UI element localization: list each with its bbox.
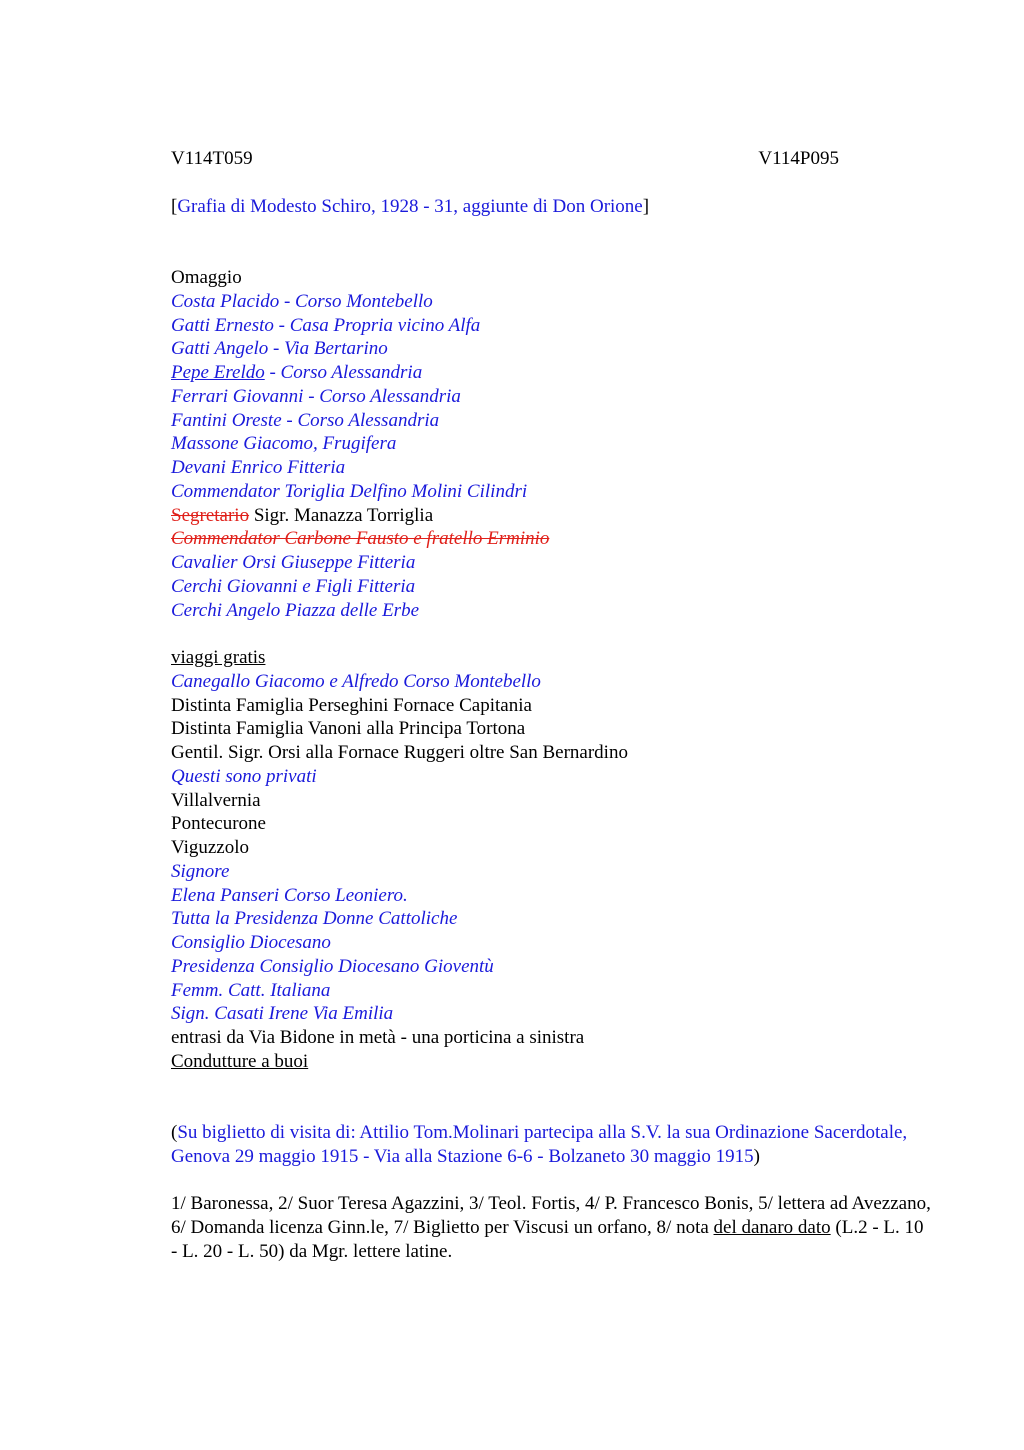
list-item: Villalvernia: [171, 789, 261, 811]
struck-list-item: Commendator Carbone Fausto e fratello Erminio: [171, 528, 550, 550]
document-codes: [171, 147, 839, 171]
list-item: Gatti Ernesto - Casa Propria vicino Alfa: [171, 314, 481, 336]
list-note-after: (L.2 - L. 10 - L. 20 - L. 50) da Mgr. lettere latine.: [171, 1217, 924, 1262]
list-item: Pontecurone: [171, 813, 266, 835]
list-item: [171, 361, 549, 385]
list-note-underlined: del danaro dato: [713, 1217, 831, 1238]
code-left: V114T059: [171, 148, 253, 169]
struck-word: Segretario: [171, 504, 250, 526]
biglietto-note: [171, 1121, 931, 1169]
list-item: Cerchi Giovanni e Figli Fitteria: [171, 575, 416, 597]
list-item: Femm. Catt. Italiana: [171, 979, 331, 1001]
list-item: [171, 504, 549, 528]
list-note-before: 1/ Baronessa, 2/ Suor Teresa Agazzini, 3/ Teol. Fortis, 4/ P. Francesco Bonis, 5/ lettera ad Avezzano, 6/ Domanda licenza Ginn.le, 7/ Biglietto per Viscusi un orfano, 8/ nota: [171, 1193, 931, 1238]
omaggio-section: [171, 266, 549, 622]
list-item: Fantini Oreste - Corso Alessandria: [171, 409, 440, 431]
list-item-rest: Sigr. Manazza Torriglia: [249, 504, 434, 526]
header-text: Grafia di Modesto Schiro, 1928 - 31, aggiunte di Don Orione: [177, 196, 643, 217]
list-item: Cavalier Orsi Giuseppe Fitteria: [171, 552, 416, 573]
viaggi-section: [171, 646, 628, 1074]
list-item: Ferrari Giovanni - Corso Alessandria: [171, 385, 461, 407]
list-item: Gatti Angelo - Via Bertarino: [171, 338, 388, 360]
numbered-list-note: [171, 1192, 931, 1264]
list-item: Commendator Toriglia Delfino Molini Cilindri: [171, 480, 528, 502]
list-item: Tutta la Presidenza Donne Cattoliche: [171, 908, 458, 930]
list-item: Distinta Famiglia Perseghini Fornace Capitania: [171, 694, 532, 716]
code-right: V114P095: [758, 148, 839, 169]
list-item: Massone Giacomo, Frugifera: [171, 433, 397, 455]
header-note: [171, 195, 649, 219]
omaggio-title: Omaggio: [171, 267, 242, 288]
biglietto-paren-open: (: [171, 1122, 178, 1143]
list-item: Consiglio Diocesano: [171, 932, 331, 953]
list-item: Elena Panseri Corso Leoniero.: [171, 884, 408, 906]
list-item: Cerchi Angelo Piazza delle Erbe: [171, 599, 420, 621]
header-bracket-close: ]: [642, 196, 650, 217]
list-item: Signore: [171, 860, 230, 882]
list-item: entrasi da Via Bidone in metà - una porticina a sinistra: [171, 1027, 585, 1048]
underlined-name: Pepe Ereldo: [171, 362, 265, 383]
list-item: Questi sono privati: [171, 765, 317, 787]
list-item: Sign. Casati Irene Via Emilia: [171, 1003, 394, 1025]
list-item: Devani Enrico Fitteria: [171, 457, 346, 478]
header-bracket-open: [: [171, 196, 178, 217]
list-item: Viguzzolo: [171, 837, 250, 858]
biglietto-paren-close: ): [753, 1146, 760, 1167]
list-item: Gentil. Sigr. Orsi alla Fornace Ruggeri oltre San Bernardino: [171, 742, 628, 763]
biglietto-text: Su biglietto di visita di: Attilio Tom.Molinari partecipa alla S.V. la sua Ordinazione Sacerdotale, Genova 29 maggio 1915 - Via alla Stazione 6-6 - Bolzaneto 30 maggio 1915: [171, 1122, 908, 1167]
viaggi-title: viaggi gratis: [171, 647, 266, 668]
list-item-rest: - Corso Alessandria: [264, 362, 423, 383]
list-item: Canegallo Giacomo e Alfredo Corso Montebello: [171, 670, 541, 692]
list-item: Condutture a buoi: [171, 1050, 309, 1072]
list-item: Costa Placido - Corso Montebello: [171, 290, 433, 312]
list-item: Distinta Famiglia Vanoni alla Principa Tortona: [171, 718, 526, 740]
list-item: Presidenza Consiglio Diocesano Gioventù: [171, 955, 494, 977]
